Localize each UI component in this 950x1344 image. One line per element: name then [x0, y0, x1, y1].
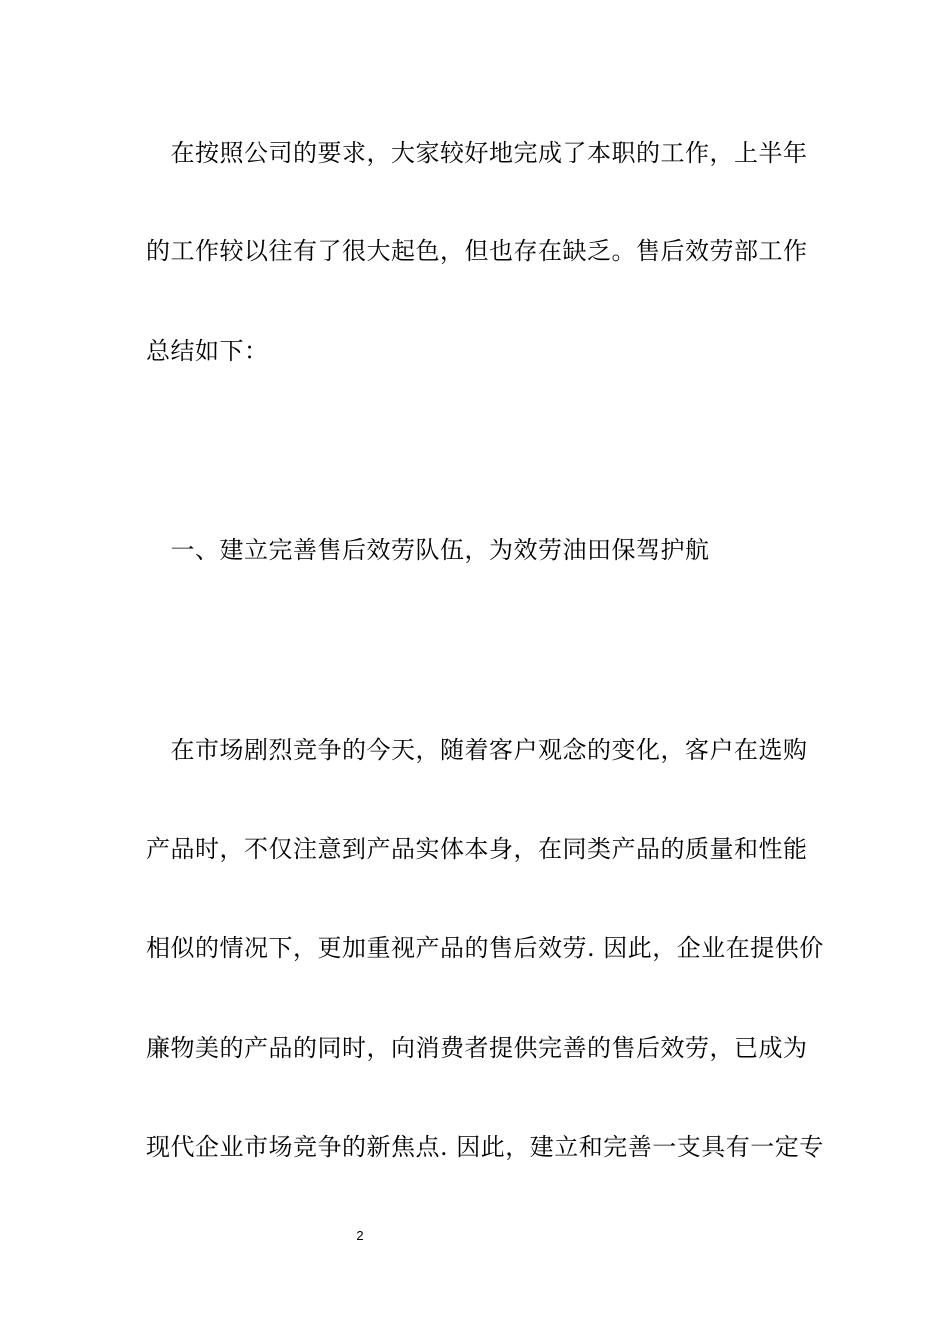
- body-line-5: 现代企业市场竞争的新焦点. 因此，建立和完善一支具有一定专: [146, 1133, 824, 1161]
- body-line-2: 产品时，不仅注意到产品实体本身，在同类产品的质量和性能: [146, 835, 808, 863]
- body-line-3: 相似的情况下，更加重视产品的售后效劳. 因此，企业在提供价: [146, 934, 824, 962]
- page-number: 2: [356, 1228, 364, 1243]
- body-line-4: 廉物美的产品的同时，向消费者提供完善的售后效劳，已成为: [146, 1034, 808, 1062]
- section-heading: 一、建立完善售后效劳队伍，为效劳油田保驾护航: [146, 536, 710, 564]
- intro-line-1: 在按照公司的要求，大家较好地完成了本职的工作，上半年: [146, 139, 808, 167]
- intro-line-3: 总结如下：: [146, 337, 269, 365]
- body-line-1: 在市场剧烈竞争的今天，随着客户观念的变化，客户在选购: [146, 736, 808, 764]
- intro-line-2: 的工作较以往有了很大起色，但也存在缺乏。售后效劳部工作: [146, 237, 808, 265]
